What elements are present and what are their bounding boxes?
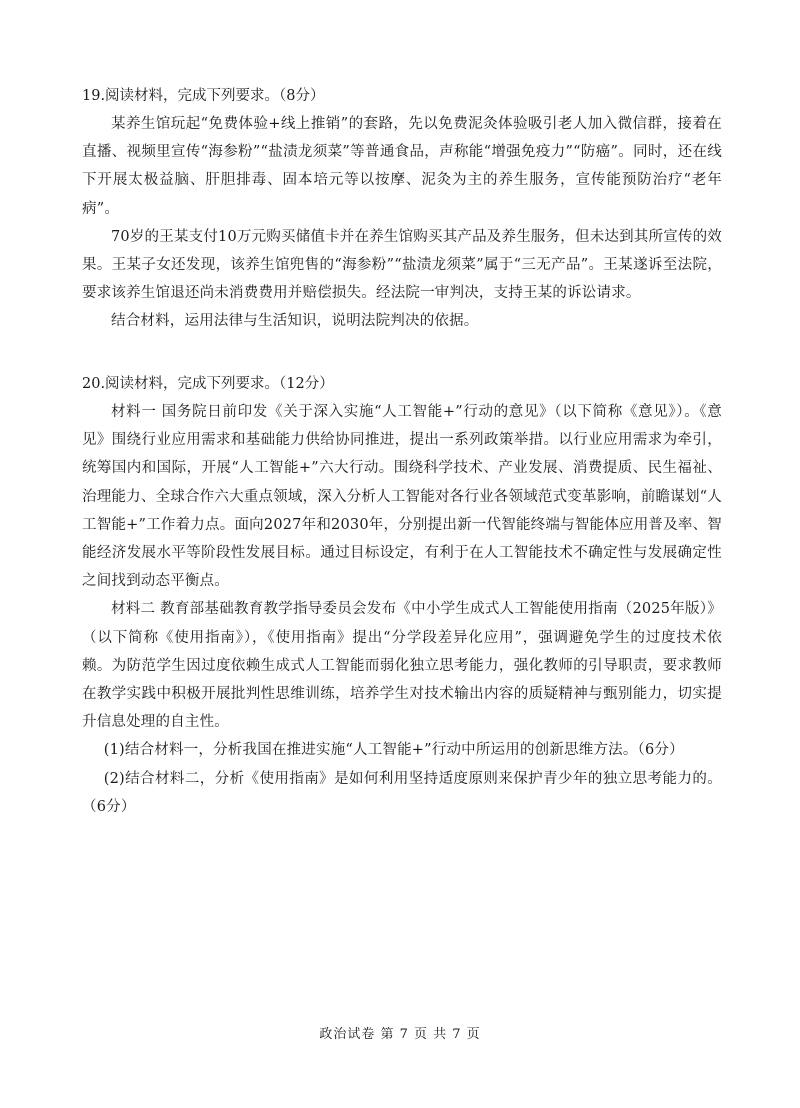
question-19	[82, 82, 722, 336]
question-20-material-2: 材料二 教育部基础教育教学指导委员会发布《中小学生成式人工智能使用指南（2025年版）》（以下简称《使用指南》），《使用指南》提出“分学段差异化应用”，强调避免学生的过度技术依赖。为防范学生因过度依赖生成式人工智能而弱化独立思考能力，强化教师的引导职责，要求教师在教学实践中积极开展批判性思维训练，培养学生对技术输出内容的质疑精神与甄别能力，切实提升信息处理的自主性。	[82, 601, 722, 731]
question-20-subquestion-1: (1)结合材料一，分析我国在推进实施“人工智能+”行动中所运用的创新思维方法。（6分）	[103, 742, 684, 759]
question-19-title: 19.阅读材料，完成下列要求。（8分）	[82, 88, 325, 104]
question-19-material-paragraph-2: 70岁的王某支付10万元购买储值卡并在养生馆购买其产品及养生服务，但未达到其所宣传的效果。王某子女还发现，该养生馆兜售的“海参粉”“盐渍龙须菜”属于“三无产品”。王某遂诉至法院，要求该养生馆退还尚未消费费用并赔偿损失。经法院一审判决，支持王某的诉讼请求。	[82, 228, 722, 302]
question-20-subquestion-2: (2)结合材料二，分析《使用指南》是如何利用坚持适度原则来保护青少年的独立思考能力的。（6分）	[82, 770, 722, 815]
question-19-prompt: 结合材料，运用法律与生活知识，说明法院判决的依据。	[111, 313, 479, 330]
question-20-title: 20.阅读材料，完成下列要求。（12分）	[82, 376, 334, 392]
question-20	[82, 370, 722, 821]
question-19-material-paragraph-1: 某养生馆玩起“免费体验+线上推销”的套路，先以免费泥灸体验吸引老人加入微信群，接着在直播、视频里宣传“海参粉”“盐渍龙须菜”等普通食品，声称能“增强免疫力”“防癌”。同时，还在线下开展太极益脑、肝胆排毒、固本培元等以按摩、泥灸为主的养生服务，宣传能预防治疗“老年病”。	[82, 116, 722, 217]
question-20-material-1: 材料一 国务院日前印发《关于深入实施“人工智能+”行动的意见》（以下简称《意见》）。《意见》围绕行业应用需求和基础能力供给协同推进，提出一系列政策举措。以行业应用需求为牵引，统筹国内和国际，开展“人工智能+”六大行动。围绕科学技术、产业发展、消费提质、民生福祉、治理能力、全球合作六大重点领域，深入分析人工智能对各行业各领域范式变革影响，前瞻谋划“人工智能+”工作着力点。面向2027年和2030年，分别提出新一代智能终端与智能体应用普及率、智能经济发展水平等阶段性发展目标。通过目标设定，有利于在人工智能技术不确定性与发展确定性之间找到动态平衡点。	[82, 404, 722, 590]
page-footer: 政治试卷 第 7 页 共 7 页	[319, 1027, 481, 1042]
